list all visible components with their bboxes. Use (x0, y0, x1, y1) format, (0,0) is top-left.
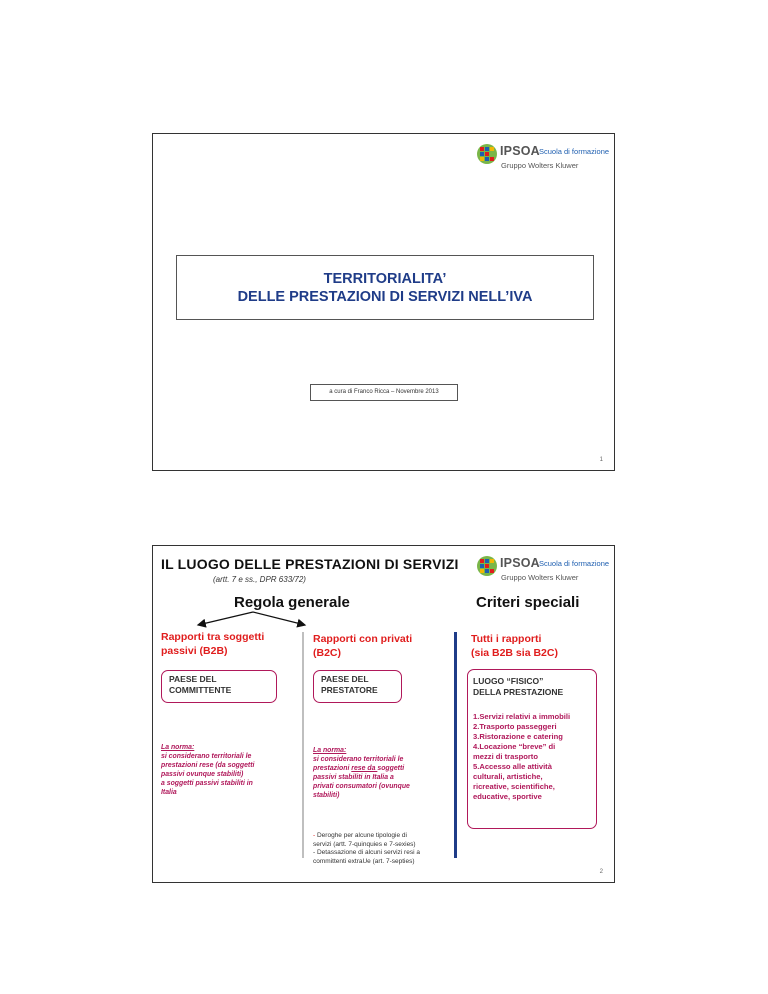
title-line-1: TERRITORIALITA’ (323, 270, 447, 287)
logo-brand-sub: Scuola di formazione (539, 147, 610, 156)
b2c-heading: Rapporti con privati (B2C) (313, 633, 413, 659)
logo-group: Gruppo Wolters Kluwer (501, 573, 579, 582)
list-item: 4.Locazione “breve” di (473, 742, 556, 751)
b2c-norma-text: La norma: si considerano territoriali le prestazioni rese da soggetti passivi stabiliti in Italia a privati consumatori (ovunque stabiliti) (313, 747, 410, 799)
logo-brand-sub: Scuola di formazione (539, 559, 610, 568)
section-divider (454, 632, 457, 858)
luogo-fisico-box: LUOGO “FISICO” DELLA PRESTAZIONE 1.Servizi relativi a immobili 2.Trasporto passeggeri 3.Ristorazione e catering 4.Locazione “breve” di mezzi di trasporto 5.Accesso alle attività culturali, artistiche, ricreative, scientifiche, educative, sportive (467, 669, 597, 829)
slide-title: IL LUOGO DELLE PRESTAZIONI DI SERVIZI (161, 556, 459, 572)
ipsoa-logo (476, 143, 610, 175)
list-item: 1.Servizi relativi a immobili (473, 712, 571, 721)
logo-group: Gruppo Wolters Kluwer (501, 161, 579, 170)
page-number: 2 (599, 869, 603, 875)
list-item: educative, sportive (473, 792, 542, 801)
list-item: 2.Trasporto passeggeri (473, 722, 557, 731)
list-item: ricreative, scientifiche, (473, 782, 555, 791)
regola-generale-heading: Regola generale (234, 594, 350, 611)
author-box: a cura di Franco Ricca – Novembre 2013 (310, 384, 458, 401)
presentation-title (176, 255, 594, 320)
logo-brand: IPSOA (500, 556, 540, 570)
paese-prestatore-box: PAESE DEL PRESTATORE (313, 670, 402, 703)
criteri-speciali-heading: Criteri speciali (476, 594, 580, 611)
page-number: 1 (599, 457, 603, 463)
b2b-heading: Rapporti tra soggetti passivi (B2B) (161, 631, 265, 657)
ipsoa-globe-icon (476, 143, 498, 165)
list-item: mezzi di trasporto (473, 752, 538, 761)
ipsoa-globe-icon (476, 555, 498, 577)
list-item: culturali, artistiche, (473, 772, 543, 781)
speciali-heading: Tutti i rapporti (sia B2B sia B2C) (471, 633, 558, 659)
slide-2 (152, 545, 615, 883)
ipsoa-logo (476, 555, 610, 587)
logo-brand: IPSOA (500, 144, 540, 158)
criteri-list (473, 712, 591, 802)
title-line-2: DELLE PRESTAZIONI DI SERVIZI NELL’IVA (237, 288, 533, 305)
column-divider (302, 632, 304, 858)
list-item: 3.Ristorazione e catering (473, 732, 563, 741)
split-arrows-icon (193, 610, 313, 630)
b2c-notes: - Deroghe per alcune tipologie di servizi (artt. 7-quinquies e 7-sexies) - Detassazione di alcuni servizi resi a committenti extraUe (art. 7-septies) (313, 832, 420, 865)
b2b-norma-text: La norma: si considerano territoriali le prestazioni rese (da soggetti passivi ovunque stabiliti) a soggetti passivi stabiliti in Italia (161, 744, 255, 796)
slide-subtitle: (artt. 7 e ss., DPR 633/72) (213, 575, 306, 584)
list-item: 5.Accesso alle attività (473, 762, 552, 771)
slide-1 (152, 133, 615, 471)
paese-committente-box: PAESE DEL COMMITTENTE (161, 670, 277, 703)
